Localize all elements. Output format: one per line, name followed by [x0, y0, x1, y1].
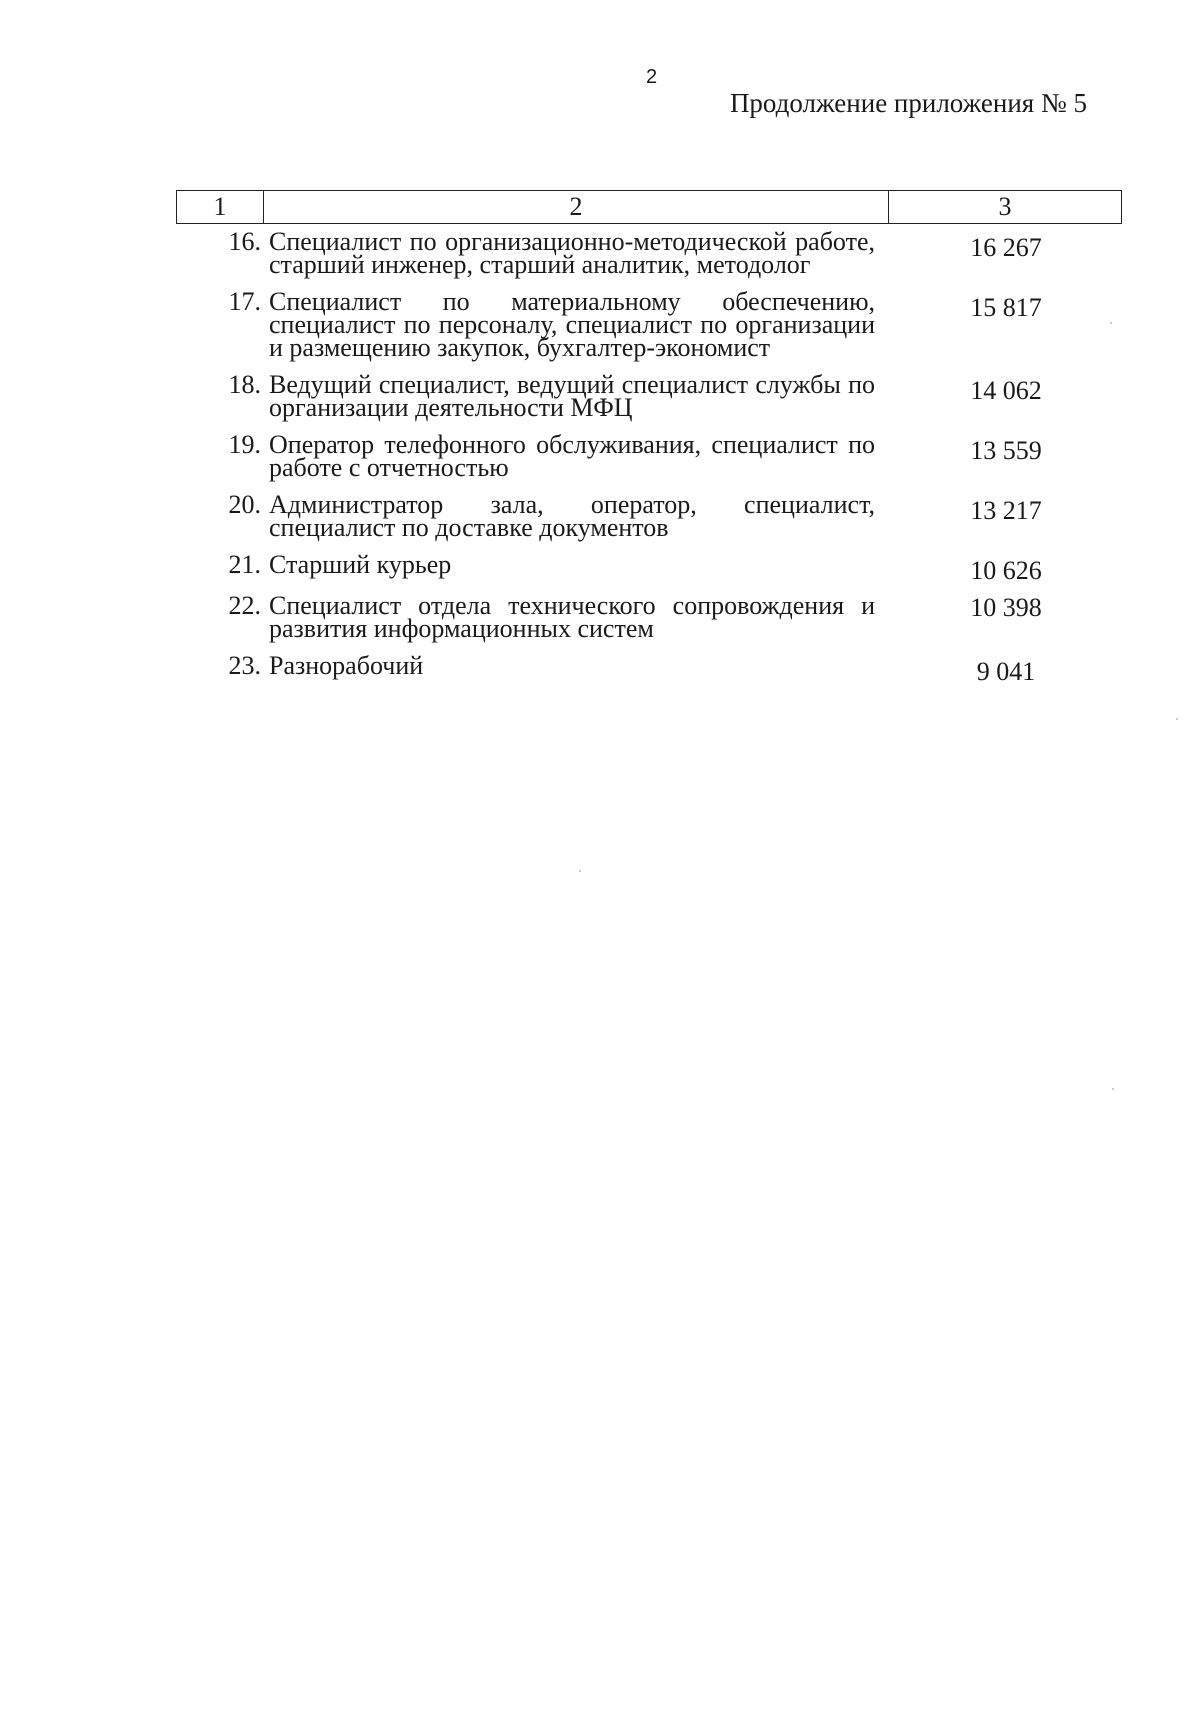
table-row: [176, 651, 1122, 686]
row-number: 17.: [228, 287, 261, 316]
row-number: 16.: [228, 227, 261, 256]
page-number: 2: [646, 66, 658, 88]
row-number: 19.: [228, 430, 261, 459]
row-title: Оператор телефонного обслуживания, специалист по работе с отчетностью: [269, 430, 875, 482]
row-value: 10 626: [970, 556, 1042, 585]
row-number: 18.: [228, 370, 261, 399]
row-title: Специалист по организационно-методической работе, старший инженер, старший аналитик, методолог: [269, 227, 875, 279]
table-body: [176, 227, 1122, 688]
row-title: Старший курьер: [269, 550, 452, 579]
row-value: 16 267: [970, 233, 1042, 262]
row-value: 15 817: [970, 293, 1042, 322]
header-col-1: 1: [177, 191, 264, 223]
row-value: 10 398: [970, 593, 1042, 622]
table-row: [176, 370, 1122, 422]
row-value: 14 062: [970, 376, 1042, 405]
table-row: [176, 591, 1122, 643]
row-number: 20.: [228, 490, 261, 519]
table-row: [176, 287, 1122, 362]
row-title: Разнорабочий: [269, 651, 424, 680]
row-number: 21.: [228, 550, 261, 579]
row-title: Специалист отдела технического сопровождения и развития информационных систем: [269, 591, 875, 643]
row-value: 13 559: [970, 436, 1042, 465]
table-header: [176, 190, 1122, 224]
row-title: Ведущий специалист, ведущий специалист службы по организации деятельности МФЦ: [269, 370, 875, 422]
row-number: 22.: [228, 591, 261, 620]
table-row: [176, 490, 1122, 542]
table-row: [176, 550, 1122, 585]
row-value: 13 217: [970, 496, 1042, 525]
row-title: Администратор зала, оператор, специалист, специалист по доставке документов: [269, 490, 875, 542]
row-title: Специалист по материальному обеспечению, специалист по персоналу, специалист по организации и размещению закупок, бухгалтер-экономист: [269, 287, 875, 362]
table-row: [176, 227, 1122, 279]
continuation-heading: Продолжение приложения № 5: [729, 88, 1087, 118]
row-value: 9 041: [976, 657, 1036, 686]
header-col-2: 2: [264, 191, 889, 223]
header-col-3: 3: [998, 192, 1012, 221]
table-row: [176, 430, 1122, 482]
row-number: 23.: [228, 651, 261, 680]
